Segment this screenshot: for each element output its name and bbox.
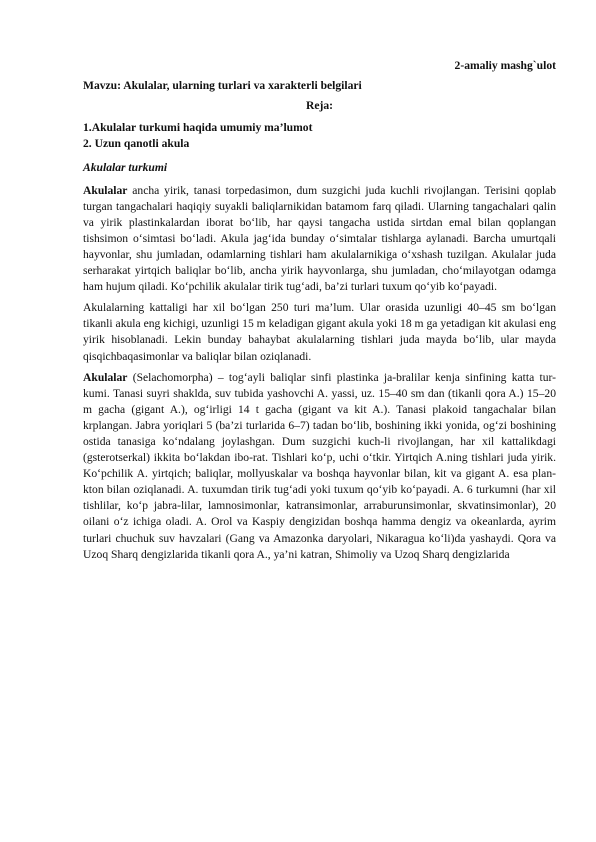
- paragraph: [83, 183, 556, 296]
- paragraph-text: ancha yirik, tanasi torpedasimon, dum suzgichi juda kuchli rivojlangan. Terisini qoplab turgan tangachalari haqiqiy suyakli baliqlarnikidan batamom farq qiladi. Ularning tangachalari qalin va yirik plastinkalardan iborat bo‘lib, har qaysi tangacha ustida sirtdan emal bilan qoplangan tishsimon o‘simtasi bo‘ladi. Akula jag‘ida bunday o‘simtalar tishlarga aylanadi. Barcha umurtqali hayvonlar, shu jumladan, odamlarning tishlari ham akulalarnikiga o‘xshash tuzilgan. Akulalar juda serharakat yirtqich baliqlar bo‘lib, ancha yirik hayvonlarga, shu jumladan, cho‘milayotgan odamga ham hujum qiladi. Ko‘pchilik akulalar tirik tug‘adi, ba’zi turlari tuxum qo‘yib ko‘payadi.: [83, 183, 556, 294]
- lesson-header: 2-amaliy mashg`ulot: [454, 59, 556, 72]
- paragraph: [83, 300, 556, 364]
- paragraph-text: Akulalarning kattaligi har xil bo‘lgan 250 turi ma’lum. Ular orasida uzunligi 40–45 sm bo‘lgan tikanli akula eng kichigi, uzunligi 15 m keladigan gigant akula yoki 18 m ga yetadigan kit akulasi eng yirik hisoblanadi. Lekin bunday bahaybat akulalarning tishlari juda mayda bo‘lib, ular mayda qisqichbaqasimonlar va baliqlar bilan oziqlanadi.: [83, 301, 556, 363]
- paragraph-lead: Akulalar: [83, 183, 128, 197]
- paragraph-text: (Selachomorpha) – tog‘ayli baliqlar sinfi plastinka ja-bralilar kenja sinfining katta tur-kumi. Tanasi suyri shaklda, suv tubida yashovchi A. yassi, uz. 15–40 sm dan (tikanli qora A.) 15–20 m gacha (gigant A.), og‘irligi 14 t gacha (gigant va kit A.). Tanasi plakoid tangachalar bilan krplangan. Jabra yoriqlari 5 (ba’zi turlarida 6–7) tadan bo‘lib, boshining ikki yonida, og‘zi boshining ostida tanasiga ko‘ndalang joylashgan. Dum suzgichi kuch-li rivojlangan, har xil kattalikdagi (gsterotserkal) ikkita bo‘lakdan ibo-rat. Tishlari ko‘p, uchi o‘tkir. Yirtqich A.ning tishlari juda yirik. Ko‘pchilik A. yirtqich; baliqlar, mollyuskalar va boshqa hayvonlar bilan, kit va gigant A. esa plan-kton bilan oziqlanadi. A. tuxumdan tirik tug‘adi yoki tuxum qo‘yib ko‘payadi. A. 6 turkumni (har xil tishlilar, ko‘p jabra-lilar, lamnosimonlar, katransimonlar, arraburunsimonlar, skvatinsimonlar), 20 oilani o‘z ichiga oladi. A. Orol va Kaspiy dengizidan boshqa hamma dengiz va okeanlarda, ayrim turlari chuchuk suv havzalari (Gang va Amazonka daryolari, Nikaragua ko‘li)da yashaydi. Qora va Uzoq Sharq dengizlarida tikanli qora A., ya’ni katran, Shimoliy va Uzoq Sharq dengizlarida: [83, 370, 556, 561]
- plan-title: Reja:: [305, 99, 334, 113]
- plan-item: 2. Uzun qanotli akula: [83, 137, 190, 151]
- paragraph-lead: Akulalar: [83, 370, 128, 384]
- section-title: Akulalar turkumi: [83, 161, 168, 175]
- plan-item: 1.Akulalar turkumi haqida umumiy ma’lumot: [83, 121, 313, 135]
- document-page: [83, 58, 556, 568]
- paragraph: [83, 370, 556, 563]
- topic-line: Mavzu: Akulalar, ularning turlari va xarakterli belgilari: [83, 79, 362, 93]
